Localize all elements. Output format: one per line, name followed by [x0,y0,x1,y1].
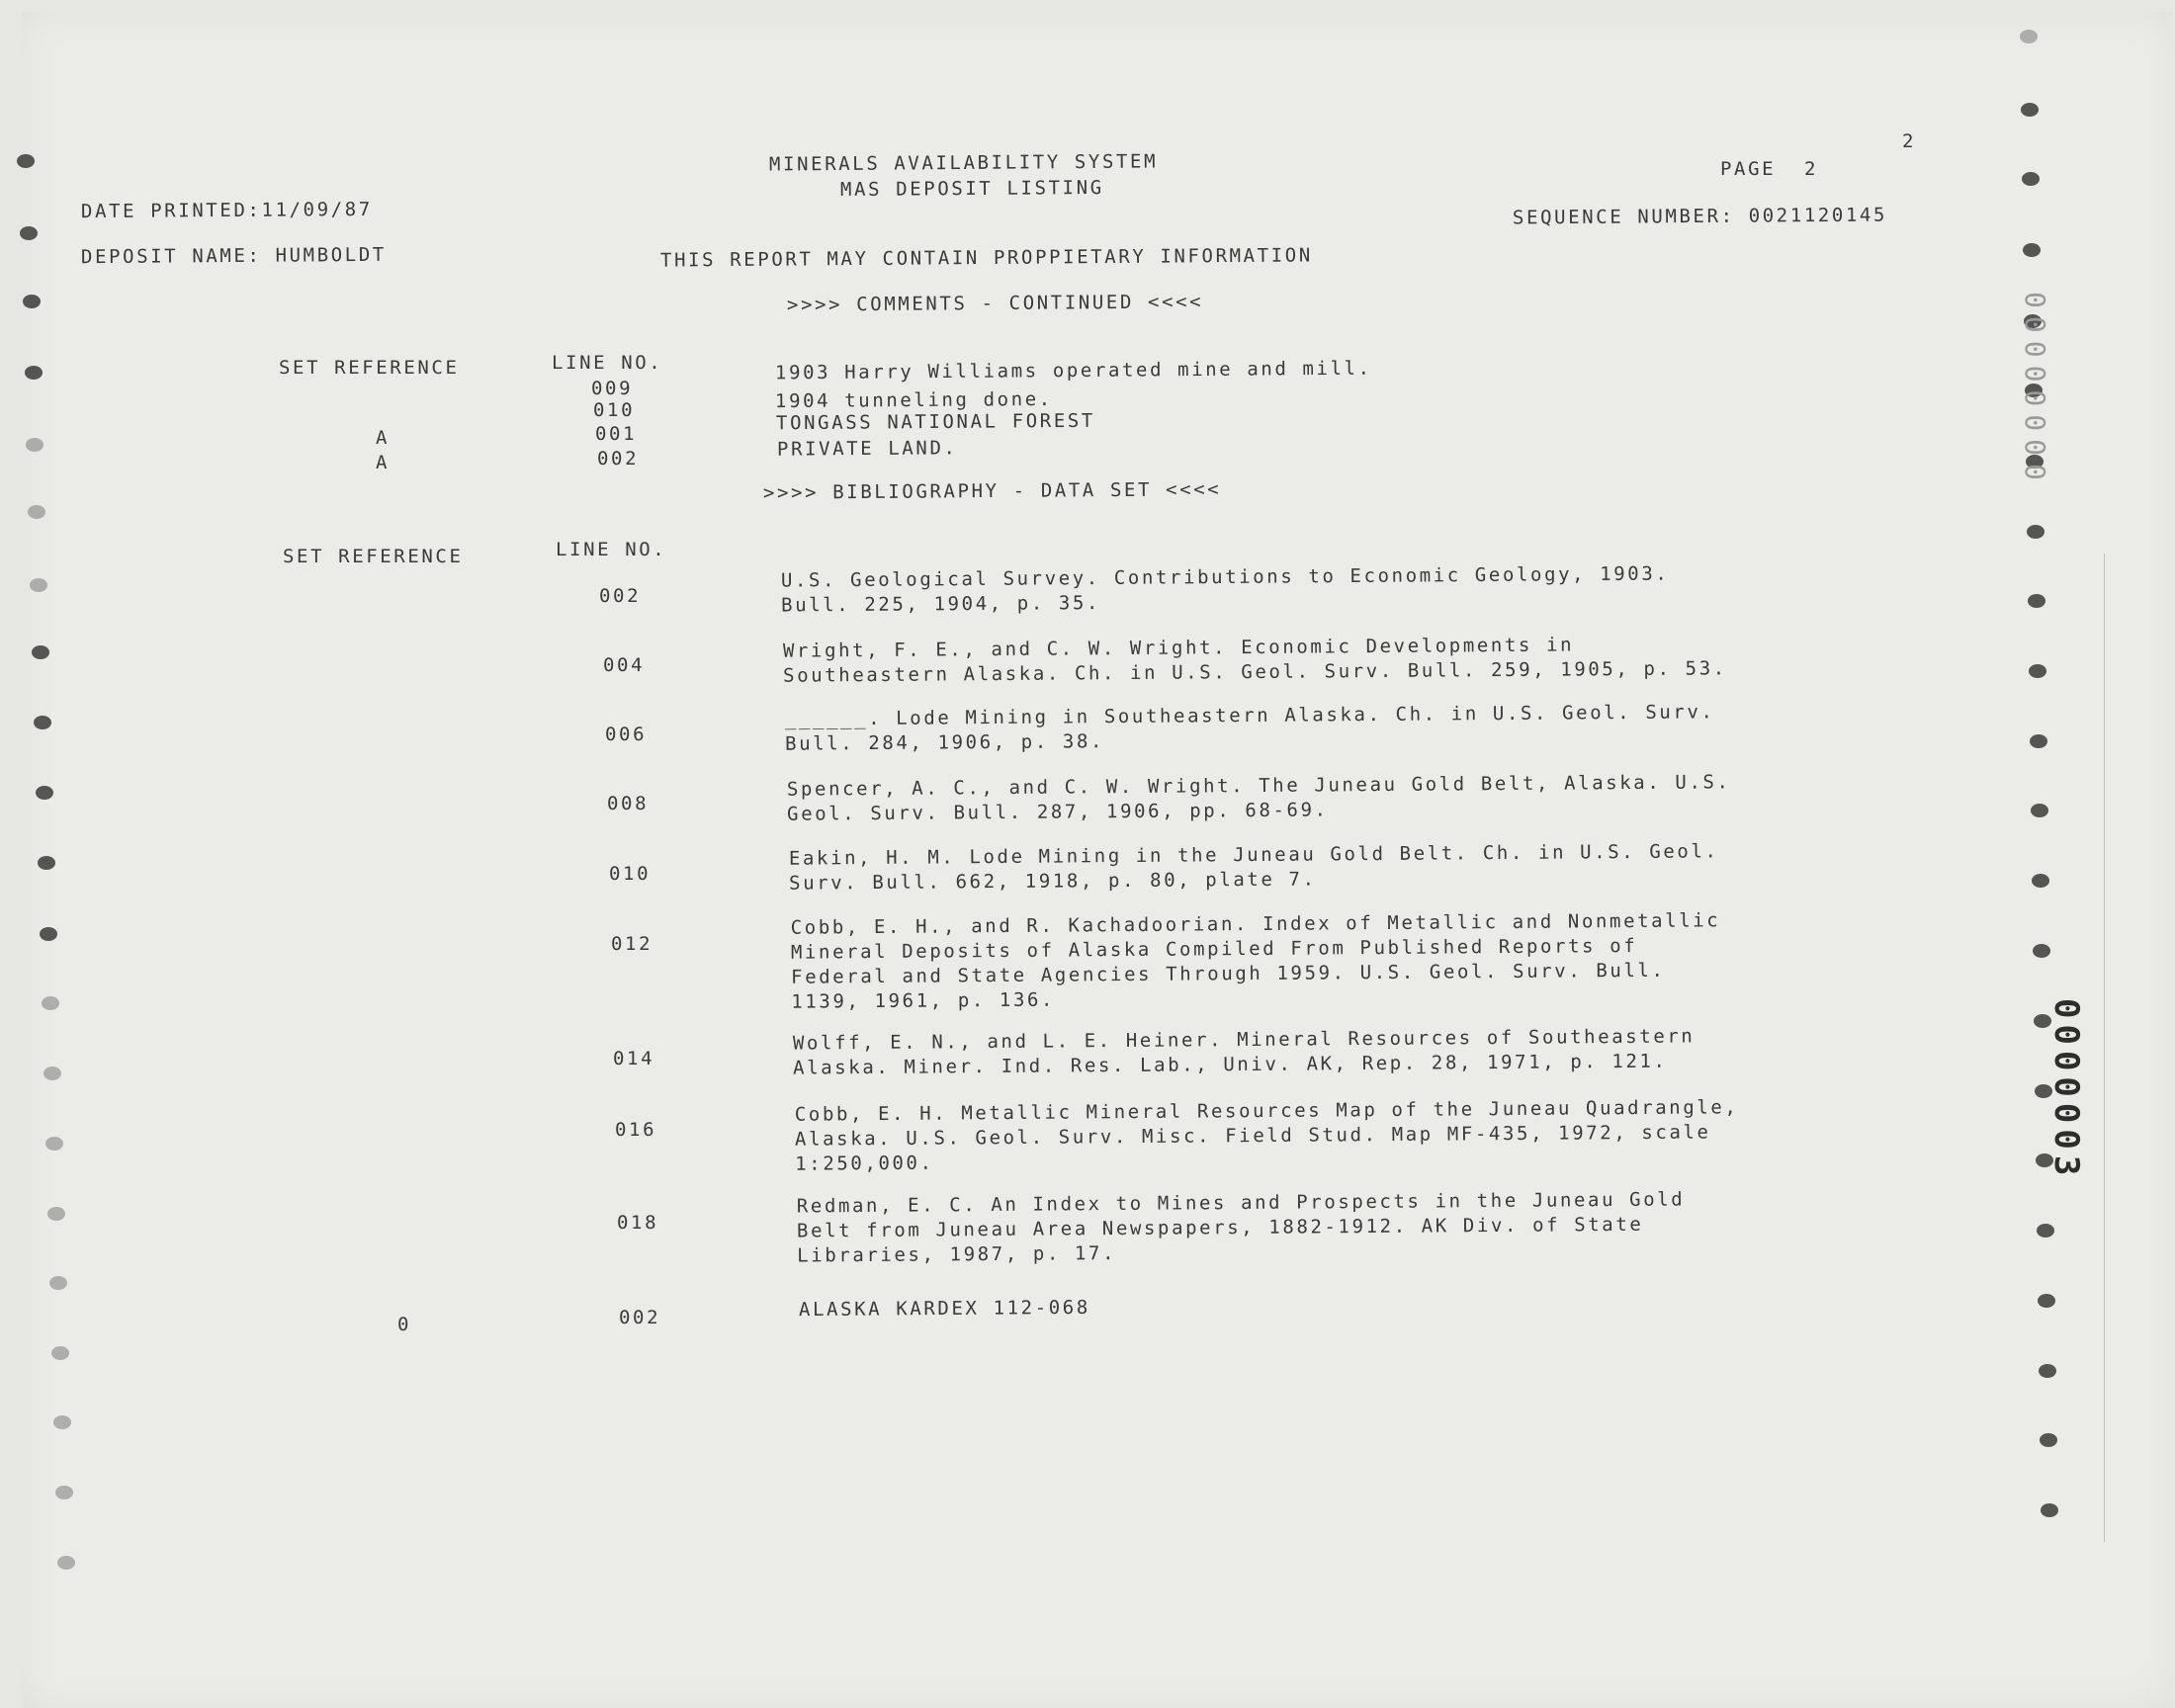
tractor-hole [2022,172,2040,186]
tractor-hole [30,578,47,592]
tractor-hole [20,226,38,240]
proprietary-notice: THIS REPORT MAY CONTAIN PROPPIETARY INFORMATION [659,244,1313,272]
margin-stamp-number: 0000003 [2046,998,2086,1182]
comment-line-number: 010 [593,399,636,421]
tractor-hole [2021,103,2039,117]
bibliography-line-number: 012 [611,933,653,955]
tractor-hole [49,1276,67,1290]
bibliography-line-number: 004 [603,654,646,676]
bibliography-line-number: 008 [607,793,650,814]
bibliography-set-reference: 0 [397,1314,412,1335]
comment-text: TONGASS NATIONAL FOREST [775,409,1095,435]
bibliography-citation: U.S. Geological Survey. Contributions to Economic Geology, 1903. Bull. 225, 1904, p. 35. [780,562,1670,617]
tractor-hole [44,1067,61,1080]
tractor-hole [26,438,44,452]
comment-line-number: 002 [597,448,640,470]
comment-set-reference: A [376,452,391,473]
comment-line-number: 009 [591,378,634,399]
corner-mark: 2 [1902,130,1917,152]
bibliography-line-number: 002 [619,1307,661,1328]
tractor-hole [2038,1294,2055,1308]
tractor-hole [2023,243,2041,257]
deposit-name: DEPOSIT NAME: HUMBOLDT [80,243,387,269]
tractor-hole [2040,1433,2057,1447]
bibliography-line-number: 018 [617,1212,659,1234]
tractor-hole [45,1137,63,1151]
bibliography-line-number: 010 [609,863,652,885]
date-printed: DATE PRINTED:11/09/87 [80,198,373,223]
tractor-hole [53,1415,71,1429]
faint-margin-number: 00000000 [2019,292,2051,488]
bibliography-citation: Spencer, A. C., and C. W. Wright. The Juneau Gold Belt, Alaska. U.S. Geol. Surv. Bull. 287, 1906, pp. 68-69. [786,771,1731,825]
tractor-hole [2039,1364,2056,1378]
comment-text: 1904 tunneling done. [774,387,1053,413]
tractor-hole [2037,1224,2054,1238]
bibliography-line-no-header: LINE NO. [556,539,667,560]
listing-title: MAS DEPOSIT LISTING [839,176,1104,202]
right-tractor-strip [2017,0,2076,1708]
bibliography-line-number: 006 [605,724,648,745]
bibliography-citation: Redman, E. C. An Index to Mines and Prospects in the Juneau Gold Belt from Juneau Area Newspapers, 1882-1912. AK Div. of State Libraries, 1987, p. 17. [796,1188,1686,1267]
comments-set-reference-header: SET REFERENCE [279,357,460,379]
tractor-hole [28,505,45,519]
tractor-hole [2027,525,2044,539]
tractor-hole [47,1207,65,1221]
tractor-hole [2029,664,2046,678]
tractor-hole [2020,30,2038,43]
comments-section-title: >>>> COMMENTS - CONTINUED <<<< [786,291,1204,316]
tractor-hole [36,786,53,800]
tractor-hole [51,1346,69,1360]
tractor-hole [2030,734,2047,748]
bibliography-line-number: 002 [599,585,642,607]
tractor-hole [42,996,59,1010]
tractor-hole [25,366,43,380]
tractor-hole [38,856,55,870]
page-number: 2 [1804,158,1819,180]
bibliography-line-number: 014 [613,1048,655,1069]
tractor-hole [40,927,57,941]
bibliography-citation: ______. Lode Mining in Southeastern Alaska. Ch. in U.S. Geol. Surv. Bull. 284, 1906, p. 38. [784,701,1715,755]
tractor-hole [2033,944,2050,958]
bibliography-line-number: 016 [615,1119,657,1141]
left-tractor-strip [12,0,71,1708]
page-label: PAGE [1720,158,1777,180]
sequence-number: SEQUENCE NUMBER: 0021120145 [1512,204,1888,229]
bibliography-section-title: >>>> BIBLIOGRAPHY - DATA SET <<<< [762,478,1222,504]
tractor-hole [57,1556,75,1570]
tractor-hole [2031,804,2048,817]
tractor-hole [2032,874,2049,888]
tractor-hole [17,154,35,168]
bibliography-citation: Cobb, E. H. Metallic Mineral Resources Map of the Juneau Quadrangle, Alaska. U.S. Geol. Surv. Misc. Field Stud. Map MF-435, 1972, scale 1:250,000. [794,1096,1739,1175]
tractor-hole [32,645,49,659]
bibliography-citation: Cobb, E. H., and R. Kachadoorian. Index of Metallic and Nonmetallic Mineral Deposits of Alaska Compiled From Published Reports of Federal and State Agencies Through 1959. U.S. Geol. Surv. Bull. 1139, 1961, p. 136. [790,909,1721,1013]
comments-line-no-header: LINE NO. [552,352,663,374]
bibliography-citation: Wright, F. E., and C. W. Wright. Economic Developments in Southeastern Alaska. Ch. in U.S. Geol. Surv. Bull. 259, 1905, p. 53. [782,634,1727,687]
tractor-hole [2028,594,2045,608]
bibliography-citation: Eakin, H. M. Lode Mining in the Juneau Gold Belt. Ch. in U.S. Geol. Surv. Bull. 662, 1918, p. 80, plate 7. [788,840,1719,895]
comment-set-reference: A [376,427,391,449]
comment-line-number: 001 [595,423,638,445]
comment-text: 1903 Harry Williams operated mine and mill. [774,357,1372,384]
system-title: MINERALS AVAILABILITY SYSTEM [768,150,1159,176]
tractor-hole [55,1486,73,1499]
tractor-hole [23,295,41,308]
tractor-hole [34,716,51,729]
bibliography-citation: Wolff, E. N., and L. E. Heiner. Mineral Resources of Southeastern Alaska. Miner. Ind. Res. Lab., Univ. AK, Rep. 28, 1971, p. 121. [792,1025,1696,1079]
tractor-hole [2041,1503,2058,1517]
perforation-line [2104,554,2105,1542]
comment-text: PRIVATE LAND. [776,437,958,461]
bibliography-citation: ALASKA KARDEX 112-068 [798,1296,1090,1322]
bibliography-set-reference-header: SET REFERENCE [283,546,464,567]
